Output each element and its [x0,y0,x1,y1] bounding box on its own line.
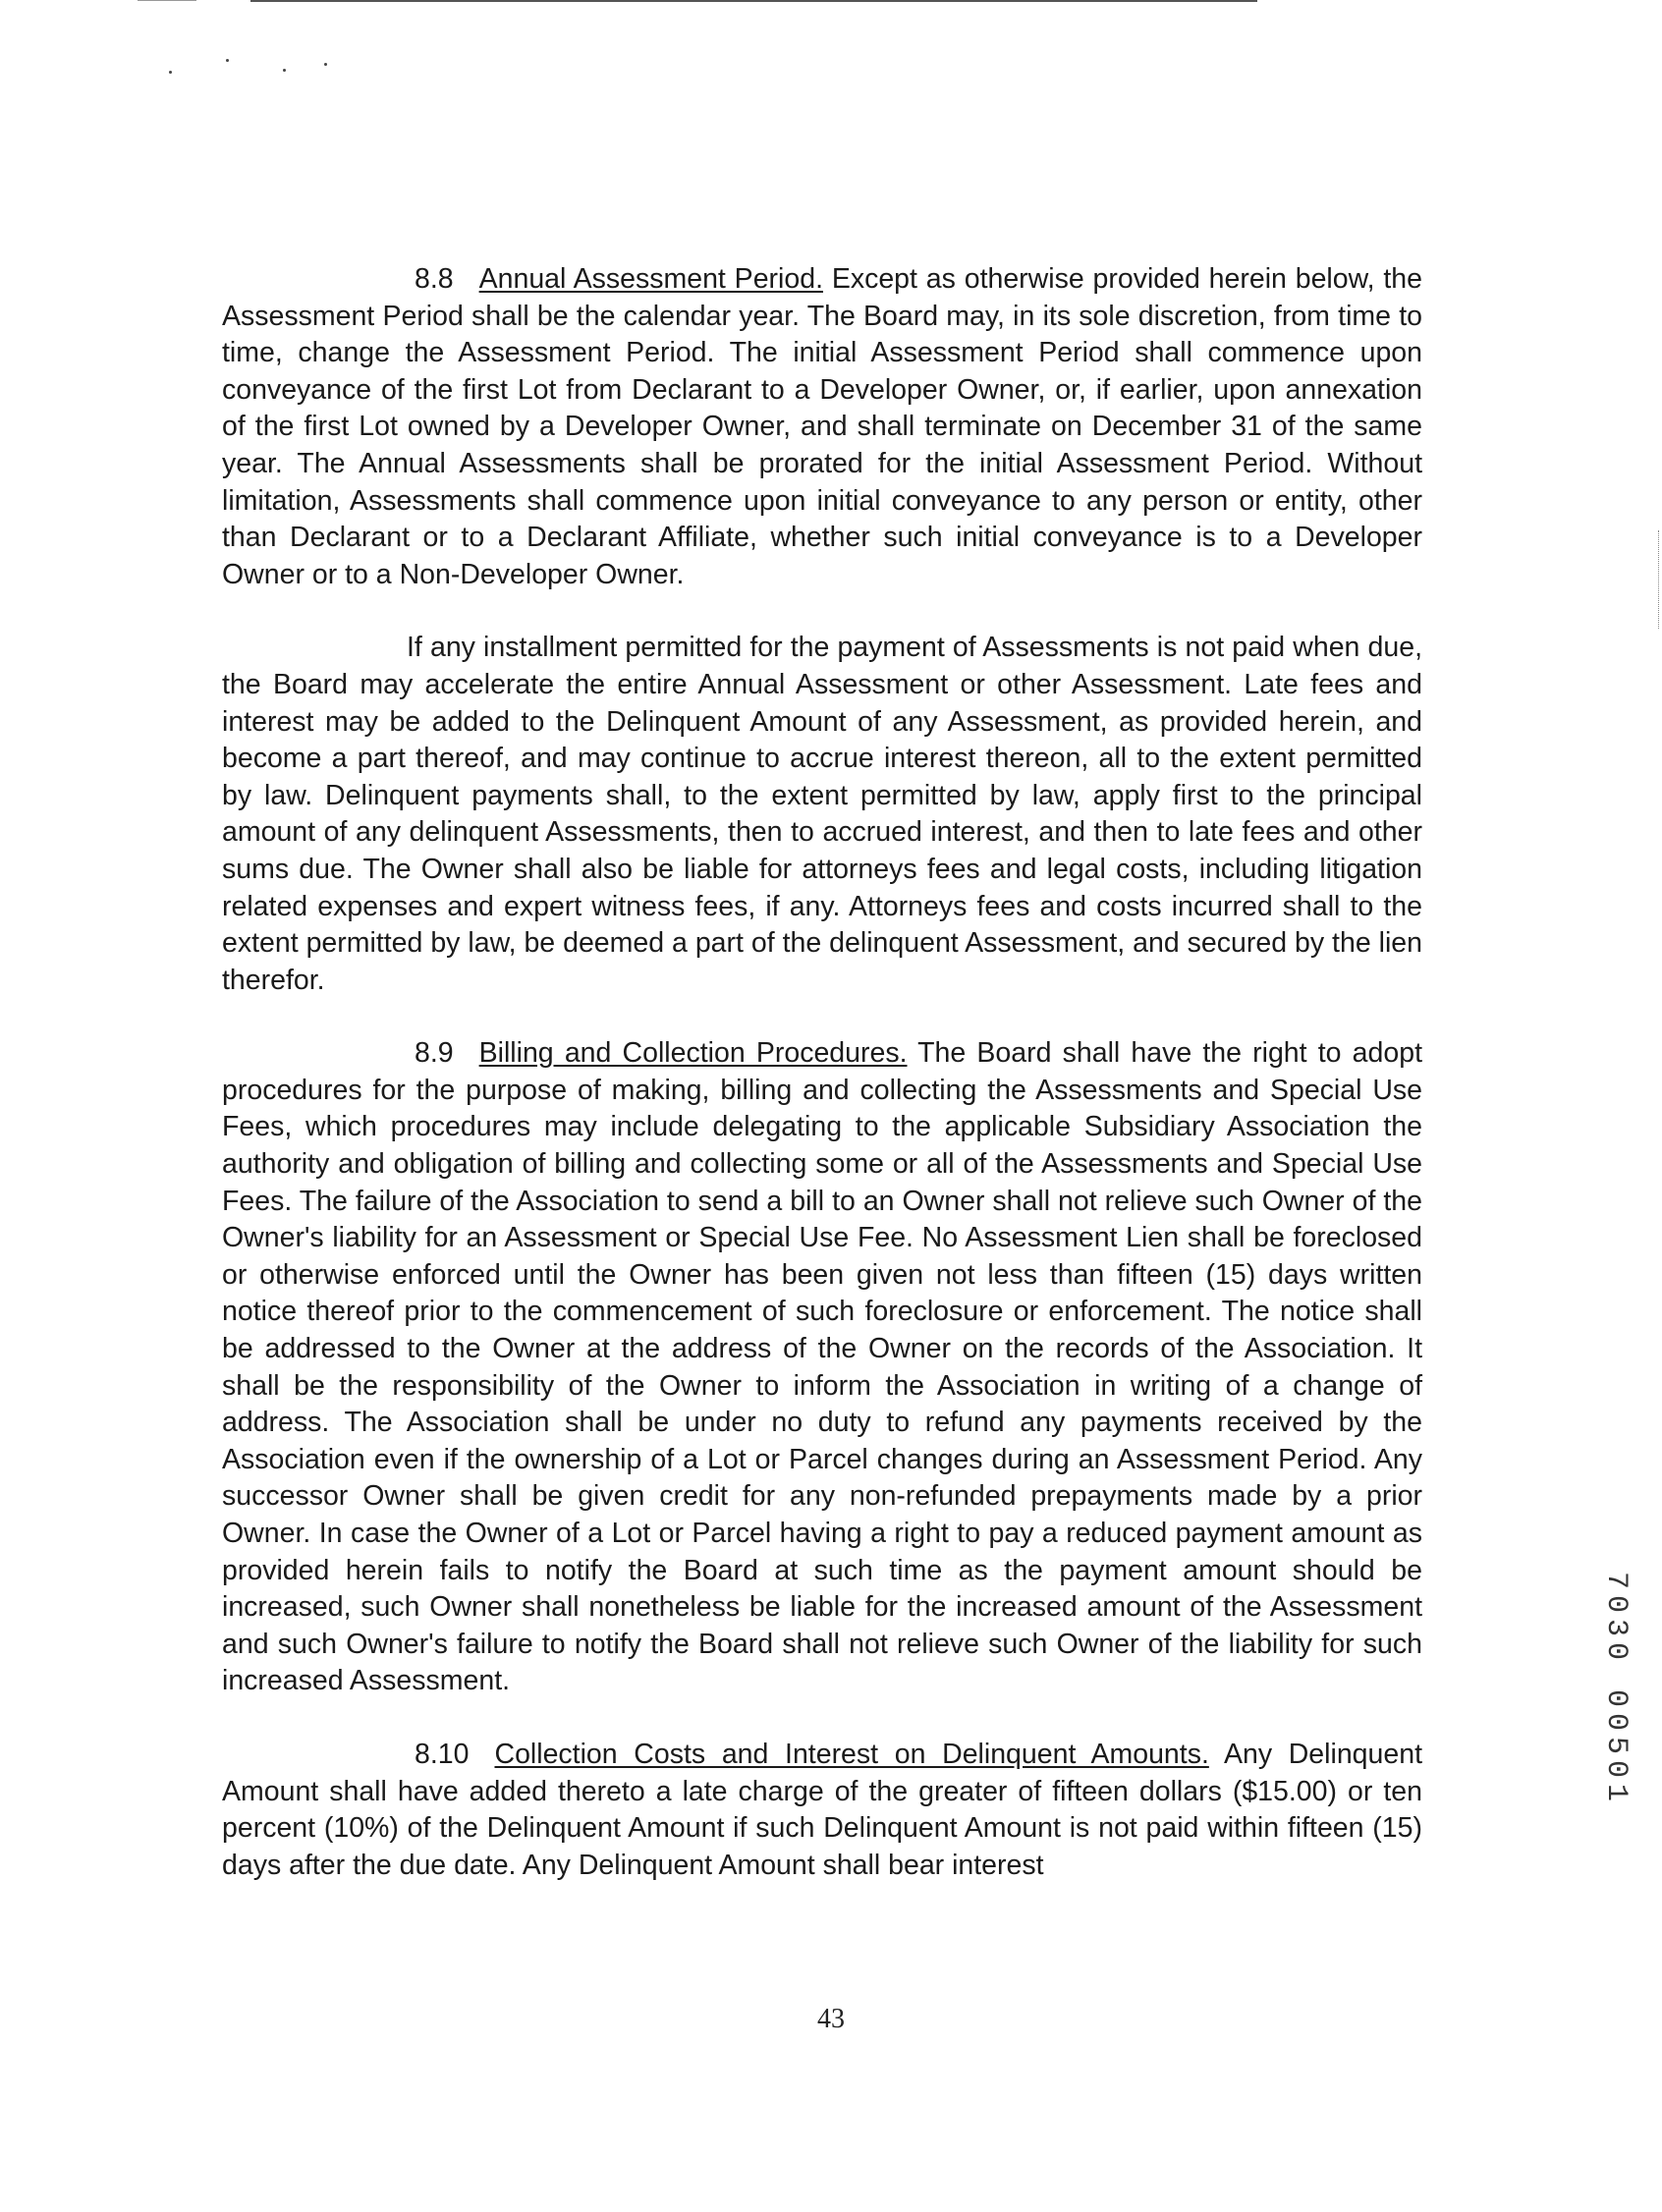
scan-speck [226,59,229,62]
scan-edge-mark [138,0,196,1]
section-8-8 [222,261,1422,593]
section-text: If any installment permitted for the payment of Assessments is not paid when due, the Board may accelerate the entire Annual Assessment or other Assessment. Late fees and interest may be added to the Delinquent Amount of any Assessment, as provided herein, and become a part thereof, and may continue to accrue interest thereon, all to the extent permitted by law. Delinquent payments shall, to the extent permitted by law, apply first to the principal amount of any delinquent Assessments, then to accrued interest, and then to late fees and other sums due. The Owner shall also be liable for attorneys fees and legal costs, including litigation related expenses and expert witness fees, if any. Attorneys fees and costs incurred shall to the extent permitted by law, be deemed a part of the delinquent Assessment, and secured by the lien therefor. [222,632,1422,996]
side-stamp-text: 7030 00501 [1599,1572,1633,1808]
section-number: 8.9 [415,1037,454,1070]
section-text: The Board shall have the right to adopt procedures for the purpose of making, billing and collecting the Assessments and Special Use Fees, which procedures may include delegating to the applicable Subsidiary Association the authority and obligation of billing and collecting some or all of the Assessments and Special Use Fees. The failure of the Association to send a bill to an Owner shall not relieve such Owner of the Owner's liability for an Assessment or Special Use Fee. No Assessment Lien shall be foreclosed or otherwise enforced until the Owner has been given not less than fifteen (15) days written notice thereof prior to the commencement of such foreclosure or enforcement. The notice shall be addressed to the Owner at the address of the Owner on the records of the Association. It shall be the responsibility of the Owner to inform the Association in writing of a change of address. The Association shall be under no duty to refund any payments received by the Association even if the ownership of a Lot or Parcel changes during an Assessment Period. Any successor Owner shall be given credit for any non-refunded prepayments made by a prior Owner. In case the Owner of a Lot or Parcel having a right to pay a reduced payment amount as provided herein fails to notify the Board at such time as the payment amount should be increased, such Owner shall nonetheless be liable for the increased amount of the Assessment and such Owner's failure to notify the Board shall not relieve such Owner of the liability for such increased Assessment. [222,1037,1422,1697]
scan-speck [169,71,172,74]
scan-margin-marks [1658,530,1661,629]
section-8-10 [222,1737,1422,1884]
scan-speck [283,69,286,72]
page-number: 43 [817,2004,845,2034]
section-heading: Collection Costs and Interest on Delinquent Amounts. [494,1738,1209,1770]
scan-top-edge-line [250,0,1257,2]
section-8-9 [222,1035,1422,1700]
side-stamp [1596,1570,1635,1835]
section-8-8-continuation [222,630,1422,999]
scan-specks [167,59,344,79]
section-number: 8.10 [415,1738,470,1770]
scan-speck [324,63,327,66]
section-text: Any Delinquent Amount shall have added thereto a late charge of the greater of fifteen dollars ($15.00) or ten percent (10%) of the Delinquent Amount if such Delinquent Amount is not paid within fifteen (15) days after the due date. Any Delinquent Amount shall bear interest [222,1738,1422,1881]
document-body [222,261,1422,1920]
section-text: Except as otherwise provided herein below, the Assessment Period shall be the calendar year. The Board may, in its sole discretion, from time to time, change the Assessment Period. The initial Assessment Period shall commence upon conveyance of the first Lot from Declarant to a Developer Owner, or, if earlier, upon annexation of the first Lot owned by a Developer Owner, and shall terminate on December 31 of the same year. The Annual Assessments shall be prorated for the initial Assessment Period. Without limitation, Assessments shall commence upon initial conveyance to any person or entity, other than Declarant or to a Declarant Affiliate, whether such initial conveyance is to a Developer Owner or to a Non-Developer Owner. [222,263,1422,590]
section-number: 8.8 [415,263,454,295]
section-heading: Billing and Collection Procedures. [478,1037,908,1070]
section-heading: Annual Assessment Period. [478,263,823,295]
